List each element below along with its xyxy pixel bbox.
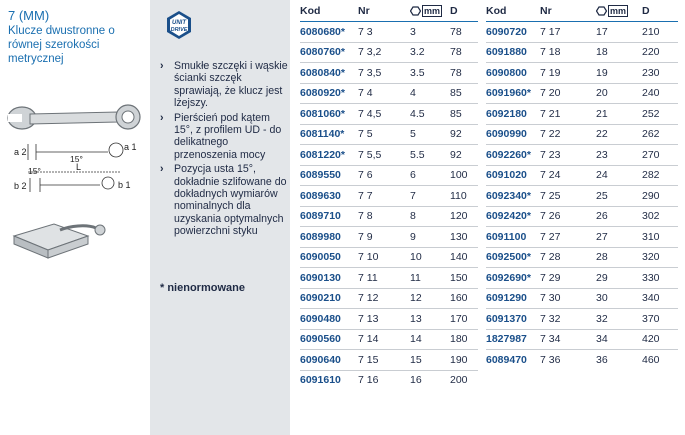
col-header-kod: Kod [300, 4, 321, 17]
size-mm-cell: 26 [596, 206, 642, 227]
size-mm-cell: 27 [596, 227, 642, 248]
length-cell: 100 [450, 165, 478, 186]
item-number-cell: 7 18 [540, 42, 596, 63]
product-code-cell: 6092340* [486, 186, 540, 207]
table-row [486, 42, 678, 63]
product-code-cell: 6080840* [300, 63, 358, 84]
product-code-cell: 6091020 [486, 165, 540, 186]
size-mm-cell: 6 [410, 165, 450, 186]
product-code-cell: 6090990 [486, 124, 540, 145]
item-number-cell: 7 3,5 [358, 63, 410, 84]
product-code-cell: 6091880 [486, 42, 540, 63]
table-row [486, 186, 678, 207]
length-cell: 180 [450, 329, 478, 350]
length-cell: 78 [450, 22, 478, 43]
table-row [300, 124, 478, 145]
item-number-cell: 7 11 [358, 268, 410, 289]
table-row [300, 350, 478, 371]
length-cell: 262 [642, 124, 678, 145]
item-number-cell: 7 34 [540, 329, 596, 350]
product-code-cell: 6090800 [486, 63, 540, 84]
dim-b2: b 2 [14, 181, 27, 191]
item-number-cell: 7 3,2 [358, 42, 410, 63]
dim-L: L [76, 162, 82, 172]
table-row [486, 22, 678, 43]
product-code-cell: 6090050 [300, 247, 358, 268]
product-code-cell: 6089470 [486, 350, 540, 370]
table-row [486, 145, 678, 166]
item-number-cell: 7 28 [540, 247, 596, 268]
length-cell: 282 [642, 165, 678, 186]
dim-angle-top: 15° [70, 154, 83, 164]
chevron-right-icon: › [160, 60, 164, 72]
item-number-cell: 7 21 [540, 104, 596, 125]
table-row [300, 104, 478, 125]
features-panel [150, 0, 290, 435]
product-info-panel [0, 0, 148, 435]
table-row [486, 206, 678, 227]
product-code-cell: 6081140* [300, 124, 358, 145]
length-cell: 92 [450, 124, 478, 145]
size-mm-cell: 17 [596, 22, 642, 43]
item-number-cell: 7 7 [358, 186, 410, 207]
item-number-cell: 7 4,5 [358, 104, 410, 125]
size-mm-cell: 7 [410, 186, 450, 207]
length-cell: 230 [642, 63, 678, 84]
length-cell: 370 [642, 309, 678, 330]
size-mm-cell: 32 [596, 309, 642, 330]
size-mm-cell: 10 [410, 247, 450, 268]
length-cell: 310 [642, 227, 678, 248]
size-mm-cell: 20 [596, 83, 642, 104]
product-code-cell: 6089980 [300, 227, 358, 248]
length-cell: 252 [642, 104, 678, 125]
dim-a2: a 2 [14, 147, 27, 157]
table-row [486, 329, 678, 350]
size-mm-cell: 22 [596, 124, 642, 145]
size-mm-cell: 25 [596, 186, 642, 207]
dim-angle-bottom: 15° [28, 166, 41, 176]
size-mm-cell: 8 [410, 206, 450, 227]
hex-nut-icon [410, 6, 421, 16]
item-number-cell: 7 36 [540, 350, 596, 370]
table-row [300, 268, 478, 289]
item-number-cell: 7 13 [358, 309, 410, 330]
length-cell: 130 [450, 227, 478, 248]
size-mm-cell: 13 [410, 309, 450, 330]
footnote: * nienormowane [160, 282, 245, 294]
product-code-cell: 6092180 [486, 104, 540, 125]
size-mm-cell: 3.5 [410, 63, 450, 84]
col-header-d: D [642, 4, 650, 17]
size-mm-cell: 12 [410, 288, 450, 309]
table-row [300, 309, 478, 330]
length-cell: 92 [450, 145, 478, 166]
table-row [486, 227, 678, 248]
item-number-cell: 7 23 [540, 145, 596, 166]
item-number-cell: 7 6 [358, 165, 410, 186]
product-code-cell: 6091290 [486, 288, 540, 309]
item-number-cell: 7 12 [358, 288, 410, 309]
col-header-nr: Nr [540, 4, 552, 17]
length-cell: 302 [642, 206, 678, 227]
product-description: Klucze dwustronne o równej szerokości metrycznej [8, 25, 115, 65]
item-number-cell: 7 30 [540, 288, 596, 309]
product-code-cell: 6092690* [486, 268, 540, 289]
length-cell: 170 [450, 309, 478, 330]
length-cell: 85 [450, 83, 478, 104]
length-cell: 120 [450, 206, 478, 227]
item-number-cell: 7 9 [358, 227, 410, 248]
size-mm-cell: 4 [410, 83, 450, 104]
product-code-cell: 6091960* [486, 83, 540, 104]
table-row [486, 104, 678, 125]
item-number-cell: 7 17 [540, 22, 596, 43]
size-mm-cell: 5.5 [410, 145, 450, 166]
item-number-cell: 7 24 [540, 165, 596, 186]
product-code-cell: 6092500* [486, 247, 540, 268]
col-header-mm: mm [596, 0, 642, 22]
table-row [300, 288, 478, 309]
product-number: 7 (MM) [8, 8, 50, 23]
size-mm-cell: 14 [410, 329, 450, 350]
length-cell: 85 [450, 104, 478, 125]
size-mm-cell: 34 [596, 329, 642, 350]
table-row [300, 186, 478, 207]
product-code-cell: 6090130 [300, 268, 358, 289]
size-mm-cell: 28 [596, 247, 642, 268]
item-number-cell: 7 27 [540, 227, 596, 248]
col-header-mm: mm [410, 0, 450, 22]
size-mm-cell: 36 [596, 350, 642, 370]
hex-nut-icon [596, 6, 607, 16]
col-header-d: D [450, 4, 458, 17]
dim-a1: a 1 [124, 142, 137, 152]
col-header-nr: Nr [358, 4, 370, 17]
table-row [486, 247, 678, 268]
dimension-diagram [0, 138, 146, 200]
length-cell: 190 [450, 350, 478, 371]
size-mm-cell: 16 [410, 370, 450, 390]
table-row [300, 370, 478, 390]
col-header-kod: Kod [486, 4, 507, 17]
item-number-cell: 7 16 [358, 370, 410, 390]
product-code-cell: 6089550 [300, 165, 358, 186]
size-mm-cell: 3 [410, 22, 450, 43]
size-mm-cell: 30 [596, 288, 642, 309]
feature-list [160, 60, 290, 240]
length-cell: 210 [642, 22, 678, 43]
table-row [486, 268, 678, 289]
length-cell: 160 [450, 288, 478, 309]
length-cell: 140 [450, 247, 478, 268]
item-number-cell: 7 10 [358, 247, 410, 268]
length-cell: 240 [642, 83, 678, 104]
length-cell: 110 [450, 186, 478, 207]
table-row [300, 83, 478, 104]
item-number-cell: 7 3 [358, 22, 410, 43]
chevron-right-icon: › [160, 163, 164, 176]
item-number-cell: 7 5,5 [358, 145, 410, 166]
size-mm-cell: 3.2 [410, 42, 450, 63]
product-code-cell: 6090480 [300, 309, 358, 330]
item-number-cell: 7 32 [540, 309, 596, 330]
product-code-cell: 6090560 [300, 329, 358, 350]
length-cell: 460 [642, 350, 678, 370]
item-number-cell: 7 25 [540, 186, 596, 207]
size-mm-cell: 4.5 [410, 104, 450, 125]
item-number-cell: 7 29 [540, 268, 596, 289]
table-row [300, 206, 478, 227]
dim-b1: b 1 [118, 180, 131, 190]
item-number-cell: 7 19 [540, 63, 596, 84]
product-code-cell: 6092420* [486, 206, 540, 227]
product-code-cell: 6090640 [300, 350, 358, 371]
size-mm-cell: 21 [596, 104, 642, 125]
chevron-right-icon: › [160, 111, 164, 124]
table-row [486, 309, 678, 330]
length-cell: 270 [642, 145, 678, 166]
product-code-cell: 6081060* [300, 104, 358, 125]
item-number-cell: 7 4 [358, 83, 410, 104]
item-number-cell: 7 14 [358, 329, 410, 350]
length-cell: 340 [642, 288, 678, 309]
wrench-image [0, 98, 146, 140]
size-mm-cell: 23 [596, 145, 642, 166]
item-number-cell: 7 8 [358, 206, 410, 227]
table-row [300, 165, 478, 186]
table-row [486, 63, 678, 84]
feature-item: › Pozycja usta 15°, dokładnie szlifowane do dokładnych wymiarów nominalnych dla uzyskania optymalnych powierzchni styku [160, 163, 287, 238]
logo-text-unit: UNIT [172, 20, 186, 26]
product-code-cell: 6080760* [300, 42, 358, 63]
item-number-cell: 7 5 [358, 124, 410, 145]
length-cell: 200 [450, 370, 478, 390]
feature-item: › Smukłe szczęki i wąskie ścianki szczęk sprawiają, że klucz jest lżejszy. [160, 60, 288, 110]
size-mm-cell: 5 [410, 124, 450, 145]
item-number-cell: 7 26 [540, 206, 596, 227]
product-code-cell: 6089710 [300, 206, 358, 227]
table-row [300, 227, 478, 248]
logo-text-drive: DRIVE [170, 27, 188, 33]
table-row [300, 63, 478, 84]
size-mm-cell: 19 [596, 63, 642, 84]
table-row [300, 22, 478, 43]
product-code-cell: 1827987 [486, 329, 540, 350]
length-cell: 330 [642, 268, 678, 289]
table-row [486, 124, 678, 145]
length-cell: 320 [642, 247, 678, 268]
spec-table-left [300, 0, 478, 390]
table-row [300, 42, 478, 63]
product-code-cell: 6090210 [300, 288, 358, 309]
item-number-cell: 7 15 [358, 350, 410, 371]
product-code-cell: 6091610 [300, 370, 358, 390]
product-code-cell: 6080920* [300, 83, 358, 104]
size-mm-cell: 15 [410, 350, 450, 371]
size-mm-cell: 18 [596, 42, 642, 63]
unit-drive-logo [164, 10, 194, 40]
product-code-cell: 6092260* [486, 145, 540, 166]
table-row [486, 165, 678, 186]
size-mm-cell: 11 [410, 268, 450, 289]
product-code-cell: 6091100 [486, 227, 540, 248]
table-row [486, 288, 678, 309]
product-code-cell: 6091370 [486, 309, 540, 330]
length-cell: 220 [642, 42, 678, 63]
item-number-cell: 7 20 [540, 83, 596, 104]
hex-profile-image [0, 214, 146, 264]
size-mm-cell: 24 [596, 165, 642, 186]
table-row [300, 247, 478, 268]
table-row [300, 145, 478, 166]
product-code-cell: 6089630 [300, 186, 358, 207]
length-cell: 290 [642, 186, 678, 207]
table-row [486, 350, 678, 370]
feature-item: › Pierścień pod kątem 15°, z profilem UD - do delikatnego przenoszenia mocy [160, 111, 282, 161]
spec-table-right [486, 0, 678, 370]
length-cell: 78 [450, 63, 478, 84]
table-row [486, 83, 678, 104]
table-row [300, 329, 478, 350]
size-mm-cell: 29 [596, 268, 642, 289]
length-cell: 150 [450, 268, 478, 289]
length-cell: 78 [450, 42, 478, 63]
product-code-cell: 6081220* [300, 145, 358, 166]
size-mm-cell: 9 [410, 227, 450, 248]
length-cell: 420 [642, 329, 678, 350]
product-code-cell: 6080680* [300, 22, 358, 43]
item-number-cell: 7 22 [540, 124, 596, 145]
product-code-cell: 6090720 [486, 22, 540, 43]
